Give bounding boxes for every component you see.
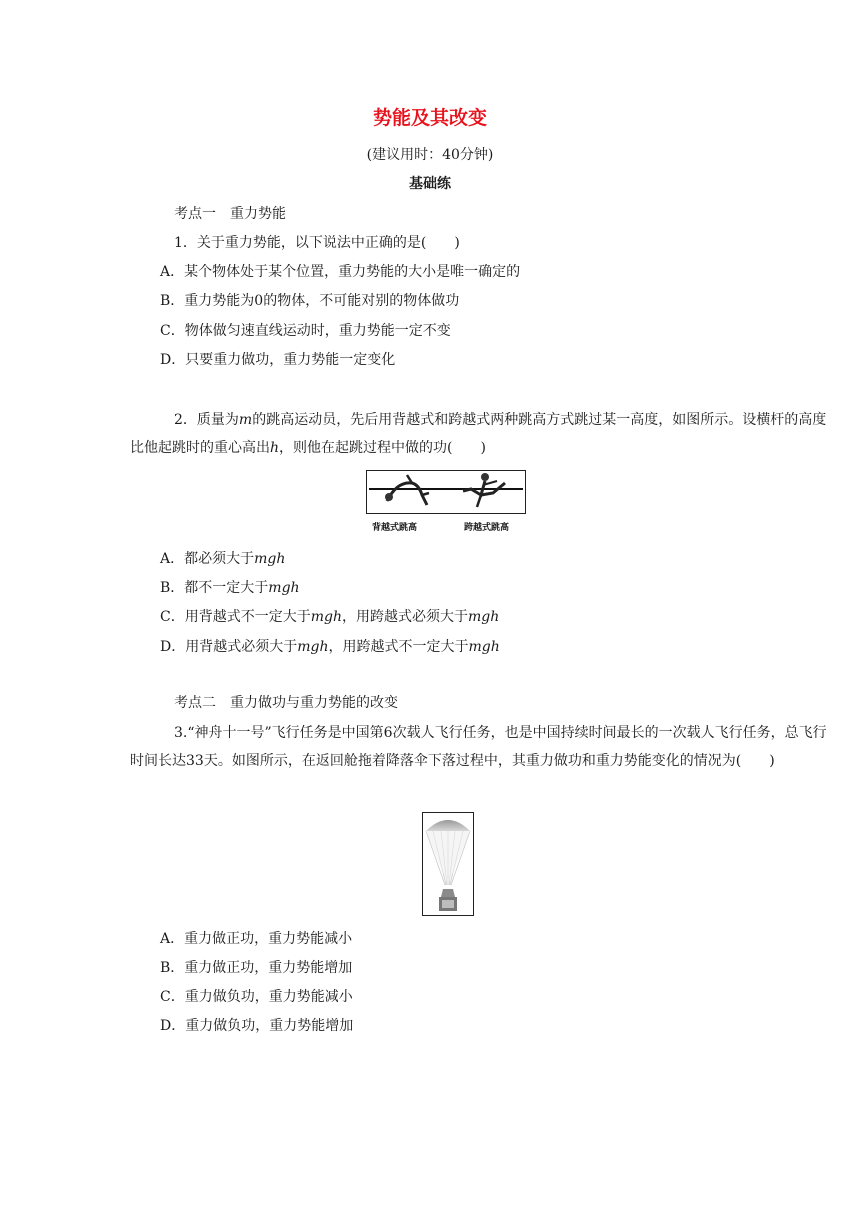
mgh: mgh: [254, 551, 286, 567]
question-2-option-d: [160, 638, 500, 656]
mgh: mgh: [310, 609, 342, 625]
suggested-time: (建议用时：40分钟): [366, 147, 494, 163]
topic-heading-1: 考点一 重力势能: [174, 206, 286, 222]
q2-stem-c: ，则他在起跳过程中做的功( ): [279, 440, 486, 456]
high-jump-illustration: [367, 471, 525, 513]
figure-label-straddle-jump: 跨越式跳高: [464, 523, 510, 533]
question-1-option-a: A．某个物体处于某个位置，重力势能的大小是唯一确定的: [160, 264, 521, 280]
mgh: mgh: [468, 639, 500, 655]
question-2-option-b: [160, 579, 300, 597]
parachute-figure: [422, 812, 474, 916]
q2-stem-a: 2．质量为: [174, 412, 239, 428]
question-2-stem: [130, 406, 830, 462]
option-c-text-2: ，用跨越式必须大于: [341, 609, 468, 625]
option-a-text: A．都必须大于: [160, 551, 255, 567]
high-jump-figure: [366, 470, 526, 514]
var-m: m: [238, 412, 253, 428]
question-3-option-a: A．重力做正功，重力势能减小: [160, 931, 353, 947]
question-1-option-c: C．物体做匀速直线运动时，重力势能一定不变: [160, 323, 451, 339]
question-1-option-b: B．重力势能为0的物体，不可能对别的物体做功: [160, 293, 460, 309]
var-h: h: [270, 440, 280, 456]
question-3-option-d: D．重力做负功，重力势能增加: [160, 1018, 354, 1034]
mgh: mgh: [268, 580, 300, 596]
figure-label-back-jump: 背越式跳高: [372, 523, 418, 533]
page-title: 势能及其改变: [372, 107, 487, 129]
question-2-option-c: [160, 608, 499, 626]
topic-heading-2: 考点二 重力做功与重力势能的改变: [174, 695, 398, 711]
question-3-option-c: C．重力做负功，重力势能减小: [160, 989, 353, 1005]
mgh: mgh: [297, 639, 329, 655]
parachute-capsule-illustration: [423, 813, 473, 915]
q2-stem-b: 的跳高运动员，先后用背越式和跨越式两种跳高方式跳过某一高度，如图所示。设横杆的高度比他起跳时的重心高出: [130, 412, 827, 456]
question-3-option-b: B．重力做正功，重力势能增加: [160, 960, 353, 976]
mgh: mgh: [467, 609, 500, 625]
option-c-text-1: C．用背越式不一定大于: [160, 609, 311, 625]
section-heading: 基础练: [409, 176, 451, 192]
question-1-option-d: D．只要重力做功，重力势能一定变化: [160, 352, 396, 368]
question-3-stem: 3.“神舟十一号”飞行任务是中国第6次载人飞行任务，也是中国持续时间最长的一次载人飞行任务，总飞行时间长达33天。如图所示，在返回舱拖着降落伞下落过程中，其重力做功和重力势能变化的情况为( ): [130, 725, 827, 769]
question-1-stem: 1．关于重力势能，以下说法中正确的是( ): [174, 235, 460, 251]
option-d-text-1: D．用背越式必须大于: [160, 639, 298, 655]
option-b-text: B．都不一定大于: [160, 580, 269, 596]
option-d-text-2: ，用跨越式不一定大于: [328, 639, 469, 655]
question-2-option-a: [160, 550, 285, 568]
